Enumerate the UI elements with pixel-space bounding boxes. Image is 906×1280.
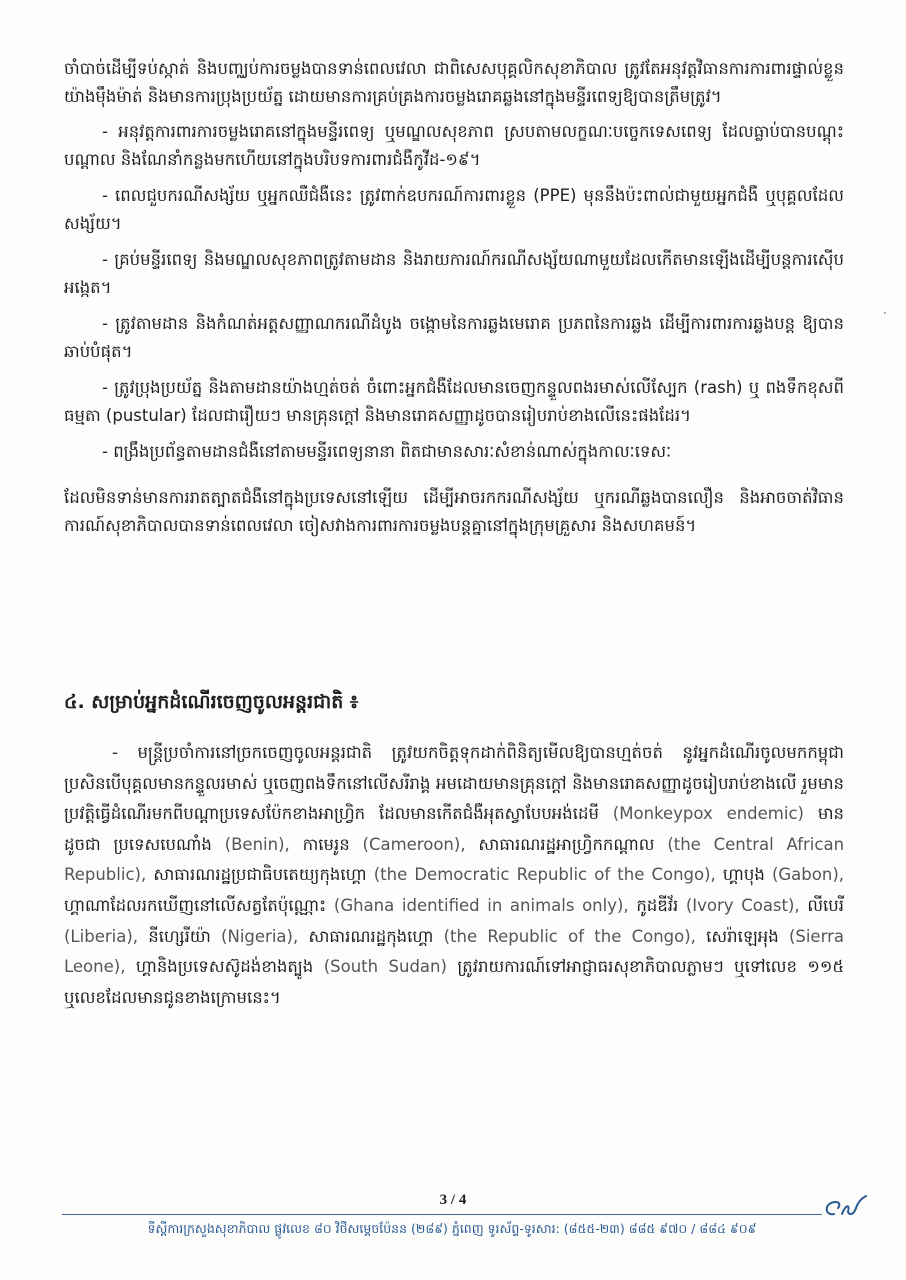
country-en: (the Republic of the Congo), bbox=[443, 926, 696, 946]
travel-paragraph bbox=[64, 738, 844, 1013]
country-en: (the Democratic Republic of the Congo), bbox=[373, 865, 716, 885]
country-en: (Ivory Coast), bbox=[685, 895, 800, 915]
endemic-term: (Monkeypox endemic) bbox=[612, 804, 804, 824]
country-en: (South Sudan) bbox=[323, 957, 447, 977]
section-heading: ៤. សម្រាប់អ្នកដំណើរចេញចូលអន្តរជាតិ ៖ bbox=[64, 691, 359, 713]
country-km: ហ្គានិងប្រទេសស៊ូដង់ខាងត្បូង bbox=[135, 957, 314, 977]
top-section bbox=[64, 55, 844, 547]
bullet-item: - ត្រូវប្រុងប្រយ័ត្ន និងតាមដានយ៉ាងហ្មត់ចត់ ចំពោះអ្នកជំងឺដែលមានចេញកន្ទួលពងរមាស់លើស្បែក (rash) ឬ ពងទឹកខុសពីធម្មតា (pustular) ដែលជារឿយៗ មានគ្រុនក្តៅ និងមានរោគសញ្ញាដូចបានរៀបរាប់ខាងលើនេះផងដែរ។ bbox=[64, 378, 844, 425]
country-km: សេរ៉ាឡេអុង bbox=[706, 926, 779, 946]
section-body bbox=[64, 738, 844, 1013]
bullet-item: - អនុវត្តការពារការចម្លងរោគនៅក្នុងមន្ទីរពេទ្យ ឬមណ្ឌលសុខភាព ស្របតាមលក្ខណៈបច្ចេកទេសពេទ្យ ដែលធ្លាប់បានបណ្តុះបណ្តាល និងណែនាំកន្លងមកហើយនៅក្នុងបរិបទការពារជំងឺកូវីដ-១៩។ bbox=[64, 122, 844, 169]
country-en: (Sierra Leone), bbox=[64, 926, 844, 977]
country-km: កូដឌីវ័រ bbox=[636, 895, 679, 915]
travel-closing: ត្រូវរាយការណ៍ទៅអាជ្ញាធរសុខាភិបាលភ្លាមៗ ឬទៅលេខ ១១៥ ឬលេខដែលមានជូនខាងក្រោមនេះ។ bbox=[64, 957, 845, 1007]
intro-paragraph: ចាំបាច់ដើម្បីទប់ស្កាត់ និងបញ្ឈប់ការចម្លងបានទាន់ពេលវេលា ជាពិសេសបុគ្គលិកសុខាភិបាល ត្រូវតែអនុវត្តវិធានការការពារផ្ទាល់ខ្លួនយ៉ាងម៉ឹងម៉ាត់ និងមានការប្រុងប្រយ័ត្ន ដោយមានការគ្រប់គ្រងការចម្លងរោគឆ្លងនៅក្នុងមន្ទីរពេទ្យឱ្យបានត្រឹមត្រូវ។ bbox=[64, 59, 844, 106]
country-km: សាធារណរដ្ឋកុងហ្គោ bbox=[308, 926, 434, 946]
country-en: (Nigeria), bbox=[221, 926, 299, 946]
country-km: កាមេរូន bbox=[302, 834, 350, 854]
travel-intro: - មន្ត្រីប្រចាំការនៅច្រកចេញចូលអន្តរជាតិ ត្រូវយកចិត្តទុកដាក់ពិនិត្យមើលឱ្យបានហ្មត់ចត់ នូវអ្នកដំណើរចូលមកកម្ពុជា ប្រសិនបើបុគ្គលមានកន្ទួលរមាស់ ឬចេញពងទឹកនៅលើសរីរាង្គ អមដោយមានគ្រុនក្តៅ និងមានរោគសញ្ញាដូចរៀបរាប់ខាងលើ រួមមានប្រវត្តិធ្វើដំណើរមកពីបណ្តាប្រទេសប៉ែកខាងអាហ្វ្រិក ដែលមានកើតជំងឺអុតស្វាបែបអង់ដេមី bbox=[64, 743, 844, 824]
bullet-item: - ត្រូវតាមដាន និងកំណត់អត្តសញ្ញាណករណីដំបូង ចង្កោមនៃការឆ្លងមេរោគ ប្រភពនៃការឆ្លង ដើម្បីការពារការឆ្លងបន្ត ឱ្យបានឆាប់បំផុត។ bbox=[64, 314, 844, 361]
footer-divider bbox=[62, 1214, 822, 1215]
country-en: (Benin), bbox=[224, 834, 290, 854]
country-km: ហ្គាបុង bbox=[722, 865, 765, 885]
bullet-item: - ពង្រឹងប្រព័ន្ធតាមដានជំងឺនៅតាមមន្ទីរពេទ្យនានា ពិតជាមានសារៈសំខាន់ណាស់ក្នុងកាលៈទេសៈ bbox=[102, 442, 672, 461]
country-km: នីហ្សេរីយ៉ា bbox=[148, 926, 211, 946]
country-en: (the Central African Republic), bbox=[64, 834, 845, 885]
country-en: (Liberia), bbox=[64, 926, 139, 946]
country-km: ហ្គាណាដែលរកឃើញនៅលើសត្វតែប៉ុណ្ណោះ bbox=[64, 895, 327, 915]
country-en: (Cameroon), bbox=[362, 834, 466, 854]
closing-paragraph: ដែលមិនទាន់មានការរាតត្បាតជំងឺនៅក្នុងប្រទេសនៅឡើយ ដើម្បីអាចរកករណីសង្ស័យ ឬករណីឆ្លងបានលឿន និងអាចចាត់វិធានការណ៍សុខាភិបាលបានទាន់ពេលវេលា ចៀសវាងការពារការចម្លងបន្តគ្នានៅក្នុងក្រុមគ្រួសារ និងសហគមន៍។ bbox=[64, 488, 844, 535]
country-en: (Gabon), bbox=[771, 865, 844, 885]
country-en: (Ghana identified in animals only), bbox=[333, 895, 629, 915]
country-km: លីបេរី bbox=[807, 895, 844, 915]
footer-address: ទីស្តីការក្រសួងសុខាភិបាល ផ្លូវលេខ ៨០ វិថីសម្តេចប៉ែនន (២៨៩) ភ្នំពេញ ទូរស័ព្ទ-ទូរសារ: (៨៥៥-២៣) ៨៨៥ ៩៧០ / ៨៨៤ ៩០៩ bbox=[147, 1221, 757, 1236]
bullet-item: - ពេលជួបករណីសង្ស័យ ឬអ្នកឈឺជំងឺនេះ ត្រូវពាក់ឧបករណ៍ការពារខ្លួន (PPE) មុននឹងប៉ះពាល់ជាមួយអ្នកជំងឺ ឬបុគ្គលដែលសង្ស័យ។ bbox=[64, 186, 844, 233]
countries-lead: មានដូចជា ប្រទេសបេណាំង bbox=[64, 804, 844, 854]
scan-speck bbox=[884, 312, 886, 314]
country-km: សាធារណរដ្ឋអាហ្វ្រិកកណ្តាល bbox=[478, 834, 655, 854]
bullet-item: - គ្រប់មន្ទីរពេទ្យ និងមណ្ឌលសុខភាពត្រូវតាមដាន និងរាយការណ៍ករណីសង្ស័យណាមួយដែលកើតមានឡើងដើម្បីបន្តការស៊ើបអង្កេត។ bbox=[64, 250, 844, 297]
country-km: សាធារណរដ្ឋប្រជាធិបតេយ្យកុងហ្គោ bbox=[153, 865, 367, 885]
page-number: 3 / 4 bbox=[439, 1192, 467, 1208]
